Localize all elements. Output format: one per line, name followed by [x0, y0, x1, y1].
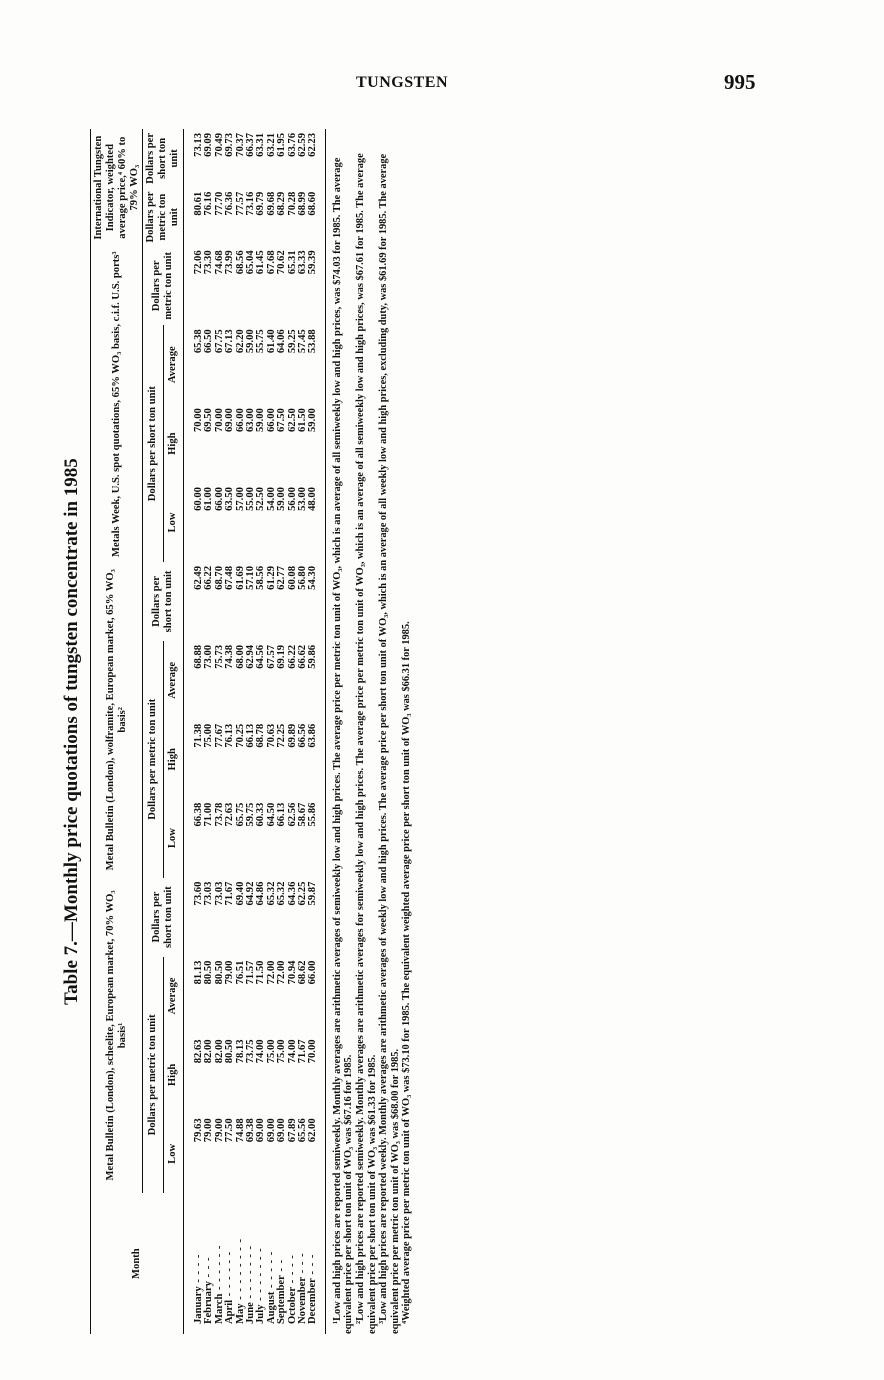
value-cell: 67.68 — [265, 250, 277, 275]
month-label: December — [307, 1278, 319, 1324]
value-cell: 59.00 — [276, 487, 288, 511]
month-label: March — [213, 1293, 225, 1324]
value-cell: 60.00 — [193, 487, 205, 511]
value-cell: 63.76 — [286, 133, 298, 157]
col-average: Average — [167, 977, 179, 1015]
value-cell: 53.88 — [308, 325, 325, 404]
value-cell: 75.00 — [203, 723, 215, 748]
value-cell: 72.00 — [265, 960, 277, 985]
value-cell: 73.16 — [245, 191, 257, 216]
dot-leader: - - - - — [193, 1253, 205, 1287]
value-cell: 61.50 — [297, 408, 309, 433]
value-cell: 73.03 — [213, 881, 225, 906]
value-cell: 69.79 — [255, 191, 267, 216]
value-cell: 71.50 — [255, 960, 267, 985]
value-cell: 54.30 — [308, 562, 325, 641]
value-cell: 73.78 — [213, 802, 225, 827]
value-cell: 68.62 — [297, 960, 309, 985]
value-cell: 61.29 — [265, 565, 277, 590]
table-body — [184, 129, 326, 1334]
table-title: Table 7.—Monthly price quotations of tungsten concentrate in 1985 — [61, 458, 82, 1005]
value-cell: 75.00 — [265, 1039, 277, 1064]
value-cell: 71.57 — [245, 960, 257, 985]
value-cell: 82.00 — [203, 1039, 215, 1064]
month-label: August — [265, 1291, 277, 1324]
value-cell: 67.57 — [265, 644, 277, 669]
value-cell: 65.56 — [297, 1118, 309, 1143]
sub-header-metric: Dollars per metric ton unit — [143, 246, 184, 325]
value-cell: 48.00 — [308, 483, 325, 562]
month-label: May — [234, 1303, 246, 1324]
value-cell: 75.00 — [276, 1039, 288, 1064]
footnotes — [332, 129, 413, 1334]
value-cell: 73.00 — [203, 644, 215, 669]
value-cell: 53.00 — [297, 487, 309, 511]
value-cell: 73.13 — [193, 133, 205, 157]
group-header-wolframite: Metal Bulletin (London), wolframite, European market, 65% WO₃ basis² — [91, 562, 143, 878]
value-cell: 66.00 — [213, 487, 225, 511]
value-cell: 66.13 — [245, 723, 257, 748]
value-cell: 57.00 — [234, 487, 246, 511]
value-cell: 67.48 — [224, 565, 236, 590]
value-cell: 55.86 — [308, 799, 325, 878]
col-high: High — [167, 1063, 179, 1087]
value-cell: 67.13 — [224, 329, 236, 354]
value-cell: 73.03 — [203, 881, 215, 906]
value-cell: 63.00 — [245, 408, 257, 433]
value-cell: 64.92 — [245, 881, 257, 906]
value-cell: 80.50 — [224, 1039, 236, 1064]
value-cell: 63.31 — [255, 133, 267, 157]
value-cell: 69.00 — [265, 1118, 277, 1143]
value-cell: 59.00 — [255, 408, 267, 433]
sub-header-short: Dollars per short ton unit — [143, 325, 163, 562]
value-cell: 69.68 — [265, 191, 277, 216]
sub-header-metric: Dollars per metric ton unit — [143, 641, 163, 878]
value-cell: 73.30 — [203, 250, 215, 275]
value-cell: 77.70 — [213, 191, 225, 216]
value-cell: 61.95 — [276, 133, 288, 157]
month-label: July — [255, 1304, 267, 1324]
value-cell: 69.40 — [234, 881, 246, 906]
value-cell: 59.75 — [245, 802, 257, 827]
footnote: ³Low and high prices are reported weekly. Monthly averages are arithmetic averages of weekly low and high prices. The average price per short ton unit of WO₃, which is an average of all weekly low and high prices, excluding duty, was $61.69 for 1985. The average equivalent price per metric ton unit of WO₃ was $68.00 for 1985. — [378, 153, 401, 1334]
col-low: Low — [167, 828, 179, 849]
value-cell: 65.32 — [276, 881, 288, 906]
value-cell: 74.00 — [255, 1039, 267, 1064]
value-cell: 67.50 — [276, 408, 288, 433]
dot-leader: - - - — [203, 1256, 215, 1282]
value-cell: 62.25 — [297, 881, 309, 906]
value-cell: 68.78 — [255, 723, 267, 748]
value-cell: 60.08 — [286, 565, 298, 590]
value-cell: 66.50 — [203, 329, 215, 354]
value-cell: 66.00 — [234, 408, 246, 433]
value-cell: 67.75 — [213, 329, 225, 354]
value-cell: 54.00 — [265, 487, 277, 511]
dot-leader: - - - - - - - - — [234, 1237, 246, 1304]
value-cell: 62.49 — [193, 565, 205, 590]
dot-leader: - - - - - — [265, 1250, 277, 1292]
value-cell: 80.61 — [193, 191, 205, 216]
col-low: Low — [167, 512, 179, 533]
value-cell: 64.36 — [286, 881, 298, 906]
value-cell: 74.68 — [213, 250, 225, 275]
group-header-metals-week: Metals Week, U.S. spot quotations, 65% WO₃ basis, c.i.f. U.S. ports³ — [91, 246, 143, 562]
col-low: Low — [167, 1143, 179, 1164]
value-cell: 77.57 — [234, 191, 246, 216]
value-cell: 69.73 — [224, 133, 236, 157]
value-cell: 72.06 — [193, 250, 205, 275]
value-cell: 62.94 — [245, 644, 257, 669]
value-cell: 74.88 — [234, 1118, 246, 1143]
group-header-itia: International Tungsten Indicator, weighted average price,⁴ 60% to 79% WO₃ — [91, 129, 143, 246]
value-cell: 61.45 — [255, 250, 267, 275]
sub-header-metric: Dollars per metric ton unit — [143, 188, 184, 247]
value-cell: 66.00 — [308, 957, 325, 1036]
value-cell: 68.70 — [213, 565, 225, 590]
month-label: April — [224, 1299, 236, 1324]
value-cell: 66.56 — [297, 723, 309, 748]
value-cell: 81.13 — [193, 960, 205, 985]
value-cell: 63.86 — [308, 720, 325, 799]
value-cell: 62.00 — [308, 1114, 325, 1193]
running-head: TUNGSTEN — [356, 74, 449, 91]
value-cell: 69.00 — [276, 1118, 288, 1143]
month-label: June — [245, 1302, 257, 1324]
month-label: November — [297, 1276, 309, 1324]
value-cell: 63.33 — [297, 250, 309, 275]
value-cell: 72.00 — [276, 960, 288, 985]
dot-leader: - - - - - - - — [255, 1247, 267, 1305]
value-cell: 71.38 — [193, 723, 205, 748]
value-cell: 68.99 — [297, 191, 309, 216]
value-cell: 57.45 — [297, 329, 309, 354]
dot-leader: - - - — [307, 1253, 319, 1279]
value-cell: 65.32 — [265, 881, 277, 906]
month-label: September — [276, 1275, 288, 1324]
value-cell: 69.00 — [224, 408, 236, 433]
value-cell: 70.63 — [265, 723, 277, 748]
value-cell: 68.29 — [276, 191, 288, 216]
value-cell: 77.50 — [224, 1118, 236, 1143]
footnote: ²Low and high prices are reported semiweekly. Monthly averages are arithmetic averages for semiweekly low and high prices. The average price per metric ton unit of WO₃, which is an average of all semiweekly low and high prices, was $67.61 for 1985. The average equivalent price per short ton unit of WO₃ was $61.33 for 1985. — [355, 153, 378, 1334]
value-cell: 76.16 — [203, 191, 215, 216]
dot-leader: - - - - — [286, 1254, 298, 1287]
value-cell: 76.51 — [234, 960, 246, 985]
value-cell: 62.23 — [308, 129, 325, 188]
value-cell: 65.75 — [234, 802, 246, 827]
value-cell: 74.00 — [286, 1039, 298, 1064]
sub-header-short: Dollars per short ton unit — [143, 878, 184, 957]
value-cell: 70.00 — [308, 1035, 325, 1114]
value-cell: 79.63 — [193, 1118, 205, 1143]
value-cell: 70.00 — [193, 408, 205, 433]
value-cell: 65.38 — [193, 329, 205, 354]
month-label: October — [286, 1286, 298, 1324]
col-average: Average — [167, 661, 179, 699]
value-cell: 70.28 — [286, 191, 298, 216]
table-row — [184, 129, 205, 1334]
value-cell: 64.06 — [276, 329, 288, 354]
value-cell: 82.00 — [213, 1039, 225, 1064]
dot-leader: - - - - - - - — [245, 1244, 257, 1303]
month-cell — [308, 1193, 325, 1334]
month-label: February — [203, 1281, 215, 1324]
value-cell: 64.50 — [265, 802, 277, 827]
value-cell: 73.75 — [245, 1039, 257, 1064]
value-cell: 61.00 — [203, 487, 215, 511]
value-cell: 79.00 — [224, 960, 236, 985]
value-cell: 68.88 — [193, 644, 205, 669]
value-cell: 77.67 — [213, 723, 225, 748]
value-cell: 69.89 — [286, 723, 298, 748]
value-cell: 59.25 — [286, 329, 298, 354]
value-cell: 58.56 — [255, 565, 267, 590]
dot-leader: - - — [276, 1258, 288, 1276]
value-cell: 65.31 — [286, 250, 298, 275]
value-cell: 59.86 — [308, 641, 325, 720]
value-cell: 70.37 — [234, 133, 246, 157]
value-cell: 82.63 — [193, 1039, 205, 1064]
value-cell: 62.50 — [286, 408, 298, 433]
group-header-scheelite: Metal Bulletin (London), scheelite, European market, 70% WO₃ basis¹ — [91, 878, 143, 1194]
value-cell: 79.00 — [213, 1118, 225, 1143]
value-cell: 66.62 — [297, 644, 309, 669]
value-cell: 59.00 — [245, 329, 257, 354]
value-cell: 62.56 — [286, 802, 298, 827]
dot-leader: - - - - - - — [213, 1244, 225, 1294]
value-cell: 56.00 — [286, 487, 298, 511]
value-cell: 69.00 — [255, 1118, 267, 1143]
value-cell: 59.00 — [308, 404, 325, 483]
value-cell: 71.00 — [203, 802, 215, 827]
value-cell: 74.38 — [224, 644, 236, 669]
table-row — [308, 129, 325, 1334]
value-cell: 64.86 — [255, 881, 267, 906]
value-cell: 62.77 — [276, 565, 288, 590]
value-cell: 72.63 — [224, 802, 236, 827]
value-cell: 66.13 — [276, 802, 288, 827]
value-cell: 71.67 — [297, 1039, 309, 1064]
value-cell: 68.56 — [234, 250, 246, 275]
value-cell: 79.00 — [203, 1118, 215, 1143]
value-cell: 73.60 — [193, 881, 205, 906]
value-cell: 57.10 — [245, 565, 257, 590]
value-cell: 66.22 — [203, 565, 215, 590]
value-cell: 62.59 — [297, 133, 309, 157]
value-cell: 61.40 — [265, 329, 277, 354]
value-cell: 66.00 — [265, 408, 277, 433]
value-cell: 68.60 — [308, 188, 325, 247]
value-cell: 63.50 — [224, 487, 236, 511]
value-cell: 73.99 — [224, 250, 236, 275]
value-cell: 67.89 — [286, 1118, 298, 1143]
value-cell: 68.00 — [234, 644, 246, 669]
value-cell: 61.69 — [234, 565, 246, 590]
value-cell: 64.56 — [255, 644, 267, 669]
value-cell: 52.50 — [255, 487, 267, 511]
value-cell: 70.49 — [213, 133, 225, 157]
value-cell: 70.62 — [276, 250, 288, 275]
value-cell: 69.50 — [203, 408, 215, 433]
col-average: Average — [167, 346, 179, 384]
sub-header-metric: Dollars per metric ton unit — [143, 957, 163, 1194]
value-cell: 70.00 — [213, 408, 225, 433]
value-cell: 80.50 — [213, 960, 225, 985]
value-cell: 78.13 — [234, 1039, 246, 1064]
month-cell — [184, 1193, 205, 1334]
rotated-table-block — [58, 129, 503, 1334]
footnote: ⁴Weighted average price per metric ton unit of WO₃ was $73.10 for 1985. The equivalent weighted average price per short ton unit of WO₃ was $66.31 for 1985. — [401, 621, 413, 1324]
value-cell: 66.38 — [193, 802, 205, 827]
value-cell: 69.19 — [276, 644, 288, 669]
value-cell: 62.20 — [234, 329, 246, 354]
dot-leader: - - - — [297, 1252, 309, 1277]
value-cell: 60.33 — [255, 802, 267, 827]
value-cell: 63.21 — [265, 133, 277, 157]
dot-leader: - - - - - - — [224, 1250, 236, 1300]
page-number: 995 — [724, 70, 756, 94]
value-cell: 66.37 — [245, 133, 257, 157]
value-cell: 70.25 — [234, 723, 246, 748]
value-cell: 76.13 — [224, 723, 236, 748]
col-high: High — [167, 432, 179, 455]
value-cell: 80.50 — [203, 960, 215, 985]
footnote: ¹Low and high prices are reported semiweekly. Monthly averages are arithmetic averages of semiweekly low and high prices. The average price per metric ton unit of WO₃, which is an average of all semiweekly low and high prices, was $74.03 for 1985. The average equivalent price per short ton unit of WO₃ was $67.16 for 1985. — [331, 157, 355, 1334]
value-cell: 66.22 — [286, 644, 298, 669]
col-high: High — [167, 748, 179, 771]
month-header: Month — [91, 1193, 184, 1334]
sub-header-short: Dollars per short ton unit — [143, 129, 184, 188]
value-cell: 69.38 — [245, 1118, 257, 1143]
sub-header-short: Dollars per short ton unit — [143, 562, 184, 641]
value-cell: 58.67 — [297, 802, 309, 827]
value-cell: 56.80 — [297, 565, 309, 590]
value-cell: 70.94 — [286, 960, 298, 985]
price-table — [90, 129, 326, 1334]
month-label: January — [193, 1286, 205, 1324]
value-cell: 59.39 — [308, 246, 325, 325]
value-cell: 55.00 — [245, 487, 257, 511]
value-cell: 71.67 — [224, 881, 236, 906]
value-cell: 55.75 — [255, 329, 267, 354]
value-cell: 69.09 — [203, 133, 215, 157]
value-cell: 59.87 — [308, 878, 325, 957]
value-cell: 75.73 — [213, 644, 225, 669]
value-cell: 76.36 — [224, 191, 236, 216]
value-cell: 65.04 — [245, 250, 257, 275]
value-cell: 72.25 — [276, 723, 288, 748]
